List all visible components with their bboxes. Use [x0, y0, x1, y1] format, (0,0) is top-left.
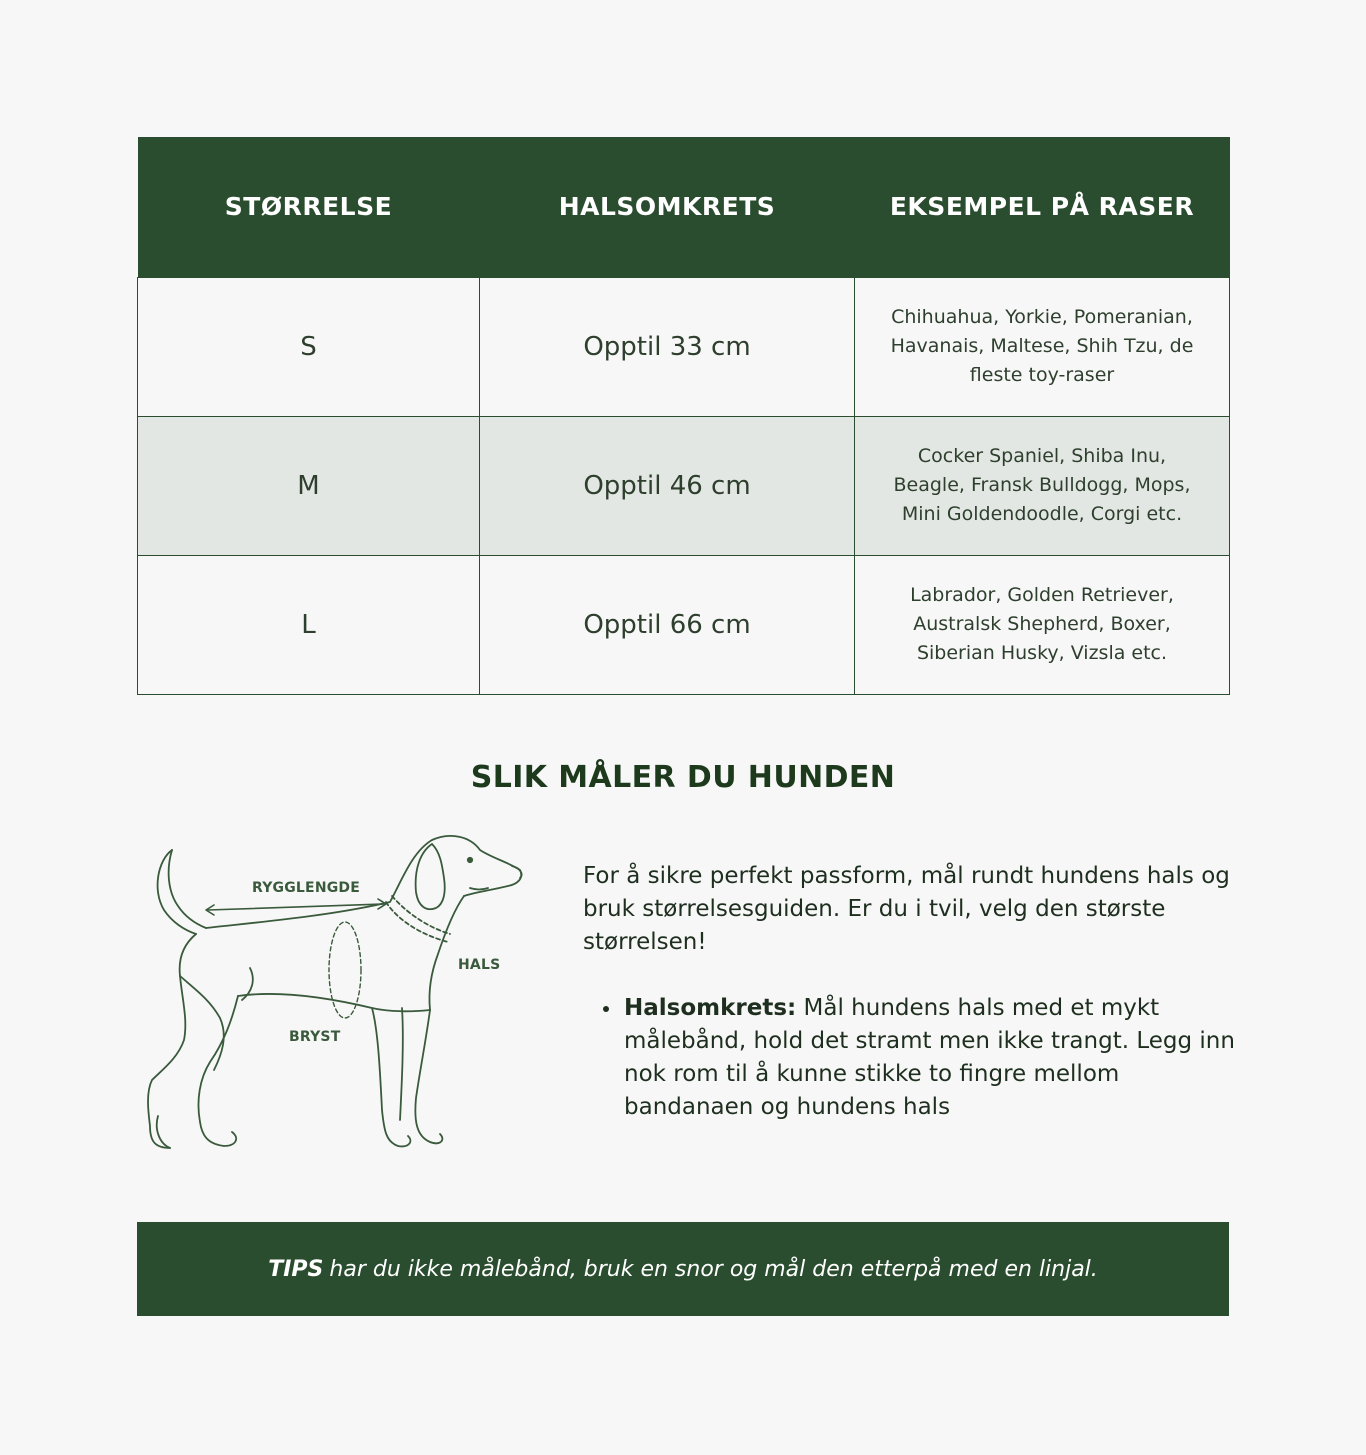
table-row [138, 555, 1230, 694]
neck-value: Opptil 33 cm [480, 277, 855, 416]
breeds-value: Cocker Spaniel, Shiba Inu, Beagle, Fransk Bulldogg, Mops, Mini Goldendoodle, Corgi etc. [855, 416, 1230, 555]
tips-label: TIPS [268, 1256, 324, 1282]
neck-value: Opptil 66 cm [480, 555, 855, 694]
bullet-icon [603, 1006, 609, 1012]
dog-icon [140, 830, 530, 1155]
table-header-row [138, 137, 1230, 277]
breeds-value: Labrador, Golden Retriever, Australsk Shepherd, Boxer, Siberian Husky, Vizsla etc. [855, 555, 1230, 694]
neck-value: Opptil 46 cm [480, 416, 855, 555]
measure-bullet-list [583, 992, 1243, 1124]
label-neck: HALS [458, 957, 501, 973]
size-table [137, 137, 1230, 695]
header-breeds: EKSEMPEL PÅ RASER [855, 137, 1230, 277]
breeds-value: Chihuahua, Yorkie, Pomeranian, Havanais, Maltese, Shih Tzu, de fleste toy-raser [855, 277, 1230, 416]
tips-banner [137, 1222, 1229, 1316]
dog-measurement-illustration [140, 830, 530, 1155]
size-value: S [138, 277, 480, 416]
size-value: L [138, 555, 480, 694]
size-value: M [138, 416, 480, 555]
label-back-length: RYGGLENGDE [252, 880, 361, 896]
label-chest: BRYST [289, 1029, 341, 1045]
table-row [138, 277, 1230, 416]
tips-text: har du ikke målebånd, bruk en snor og mål den etterpå med en linjal. [329, 1256, 1098, 1282]
table-row [138, 416, 1230, 555]
section-title: SLIK MÅLER DU HUNDEN [470, 760, 896, 795]
bullet-title: Halsomkrets: [624, 995, 797, 1021]
measure-intro: For å sikre perfekt passform, mål rundt hundens hals og bruk størrelsesguiden. Er du i tvil, velg den største størrelsen! [583, 863, 1230, 955]
header-size: STØRRELSE [138, 137, 480, 277]
bullet-text: Mål hundens hals med et mykt målebånd, hold det stramt men ikke trangt. Legg inn nok rom til å kunne stikke to fingre mellom bandanaen og hundens hals [624, 995, 1235, 1120]
header-neck: HALSOMKRETS [480, 137, 855, 277]
list-item [583, 992, 1243, 1124]
